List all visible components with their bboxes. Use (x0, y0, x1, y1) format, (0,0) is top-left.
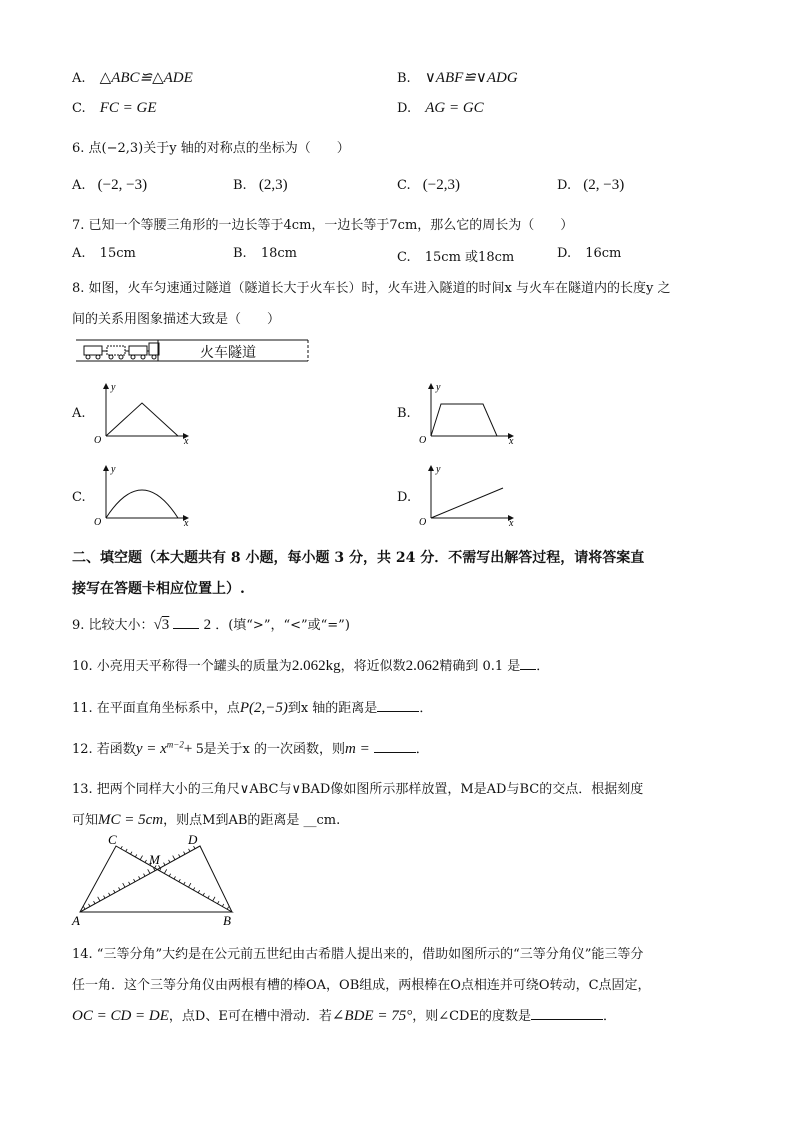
ruler-tick (121, 846, 122, 849)
q6-option-d (557, 177, 624, 194)
ruler-tick (126, 849, 127, 852)
option-text: 15cm 或18cm (424, 250, 515, 265)
q10-text: ，将近似数 (340, 659, 406, 674)
origin-label: O (419, 517, 427, 526)
section-heading-line1: 二、填空题（本大题共有 8 小题，每小题 3 分，共 24 分．不需写出解答过程，请将答案直 (72, 550, 645, 566)
ruler-tick (184, 882, 185, 885)
ruler-tick (129, 882, 130, 885)
ruler-tick (104, 896, 105, 899)
origin-label: O (94, 517, 102, 526)
answer-blank[interactable] (520, 657, 536, 670)
q14-line1: 14. “三等分角”大约是在公元前五世纪由古希腊人提出来的，借助如图所示的“三等分角仪”能三等分 (72, 947, 644, 962)
axis-x-label: x (184, 436, 189, 444)
option-text: ∨ABF≌∨ADG (424, 70, 518, 86)
label-c: C (108, 832, 117, 847)
q10 (72, 655, 549, 675)
ruler-tick (109, 893, 110, 896)
option-label: B. (397, 71, 411, 86)
option-text: 16cm (585, 246, 622, 261)
axis-x-label: x (509, 436, 514, 444)
q11-end: ． (419, 701, 433, 716)
answer-blank[interactable] (377, 699, 419, 712)
q5-option-d (397, 100, 484, 117)
ruler-tick (169, 860, 170, 863)
q11-text: 到x 轴的距离是 (287, 701, 378, 716)
q7-stem: 7. 已知一个等腰三角形的一边长等于4cm，一边长等于7cm，那么它的周长为（ ） (72, 218, 574, 233)
train-tunnel-figure (72, 336, 312, 366)
q5-option-c (72, 100, 157, 117)
graph-c (88, 462, 198, 526)
q9-suffix: ．(填“>”，“<”或“=”) (215, 618, 350, 633)
ruler-tick (169, 874, 170, 877)
q8-option-a-label: A. (72, 406, 86, 421)
ruler-tick (173, 856, 175, 860)
q5-option-a (72, 68, 193, 87)
q7-option-c (397, 246, 514, 265)
q8-option-d-label: D. (397, 490, 412, 505)
q12-text: 是关于x 的一次函数，则 (203, 742, 346, 757)
ruler-tick (94, 901, 95, 904)
option-label: D. (397, 101, 412, 116)
option-label: A. (72, 246, 86, 261)
ruler-tick (145, 860, 146, 863)
q9-prefix: 9. 比较大小： (72, 618, 154, 633)
ruler-tick (179, 879, 180, 882)
ruler-tick (139, 876, 140, 879)
ruler-tick (164, 869, 166, 873)
option-text: (−2, −3) (97, 177, 148, 193)
axis-y-label: y (111, 382, 116, 393)
ruler-tick (198, 890, 199, 893)
option-label: A. (72, 71, 86, 86)
answer-blank[interactable] (173, 616, 199, 629)
ruler-tick (193, 887, 194, 890)
q13-line1: 13. 把两个同样大小的三角尺∨ABC与∨BAD像如图所示那样放置，M是AD与BC的交点．根据刻度 (72, 782, 644, 797)
ruler-tick (184, 852, 185, 855)
tunnel-label: 火车隧道 (200, 345, 256, 361)
q10-mass: 2.062kg (291, 658, 341, 674)
ruler-tick (84, 907, 85, 910)
axis-x-label: x (184, 518, 189, 526)
q13-line2 (72, 809, 340, 829)
q5-option-b (397, 68, 518, 87)
option-text: 15cm (99, 246, 136, 261)
q7-option-a (72, 246, 136, 261)
q14-end: ． (602, 1009, 616, 1024)
q6-option-b (233, 177, 288, 194)
axis-y-label: y (436, 464, 441, 475)
axis-y-label: y (111, 464, 116, 475)
q9 (72, 614, 350, 634)
q14-line3 (72, 1005, 616, 1025)
ruler-tick (123, 883, 125, 887)
sqrt-argument: 3 (161, 617, 170, 633)
q8-stem-line2: 间的关系用图象描述大致是（ ） (72, 312, 281, 327)
q12-function: y = x (135, 741, 167, 757)
q14-equation: OC = CD = DE (72, 1008, 169, 1024)
q8-stem-line1: 8. 如图，火车匀速通过隧道（隧道长大于火车长）时，火车进入隧道的时间x 与火车在隧道内的长度y 之 (72, 281, 671, 296)
ruler-tick (164, 863, 165, 866)
ruler-tick (174, 876, 175, 879)
ruler-tick (179, 854, 180, 857)
q11-point: P(2,−5) (239, 700, 288, 716)
q14-text: ，点D、E可在槽中滑动．若 (168, 1009, 332, 1024)
q7-option-d (557, 246, 621, 261)
q10-text: 10. 小亮用天平称得一个罐头的质量为 (72, 659, 292, 674)
q12-end: ． (415, 742, 429, 757)
ruler-tick (222, 904, 223, 907)
train-icon (84, 343, 159, 359)
q10-number: 2.062 (405, 658, 440, 674)
q12-m-equals: m = (345, 741, 370, 757)
option-text: (2, −3) (583, 177, 625, 193)
q12-function-rest: + 5 (183, 741, 204, 757)
label-m: M (149, 852, 160, 867)
q14-line2: 任一角．这个三等分角仪由两根有槽的棒OA，OB组成，两根棒在O点相连并可绕O转动，C点固定， (72, 978, 651, 993)
origin-label: O (419, 435, 427, 444)
graph-d (413, 462, 523, 526)
ruler-tick (119, 887, 120, 890)
option-label: A. (72, 178, 86, 193)
section-heading-line2: 接写在答题卡相应位置上）. (72, 581, 245, 597)
option-text: FC = GE (99, 100, 157, 116)
ruler-tick (135, 854, 136, 857)
q9-compare-value: 2 (203, 617, 212, 633)
q10-text: 精确到 0.1 是 (439, 659, 521, 674)
q12-exponent: m−2 (166, 739, 184, 750)
ruler-tick (208, 896, 209, 899)
sqrt-expression: √3 (153, 617, 170, 633)
triangle-rulers-figure (70, 832, 245, 927)
option-text: AG = GC (425, 100, 484, 116)
label-d: D (188, 832, 198, 847)
ruler-tick (227, 907, 228, 910)
q12-text: 12. 若函数 (72, 742, 136, 757)
ruler-tick (148, 869, 150, 873)
q14-angle: ∠BDE = 75° (331, 1008, 413, 1024)
axis-x-label: x (509, 518, 514, 526)
graph-b (413, 380, 523, 444)
q6-stem: 6. 点(−2,3)关于y 轴的对称点的坐标为（ ） (72, 141, 350, 156)
ruler-tick (189, 849, 190, 852)
ruler-tick (213, 897, 215, 901)
option-label: C. (397, 178, 411, 193)
q8-option-b-label: B. (397, 406, 411, 421)
q6-option-a (72, 177, 147, 194)
ruler-tick (89, 904, 90, 907)
q12 (72, 738, 429, 758)
option-label: D. (557, 246, 572, 261)
q11-text: 11. 在平面直角坐标系中，点 (72, 701, 240, 716)
label-a: A (72, 913, 80, 927)
graph-a (88, 380, 198, 444)
ruler-tick (203, 893, 204, 896)
ruler-tick (114, 890, 115, 893)
q7-option-b (233, 246, 297, 261)
option-label: C. (397, 250, 411, 265)
option-text: (−2,3) (422, 177, 460, 193)
option-text: △ABC≌△ADE (99, 70, 193, 86)
option-label: D. (557, 178, 572, 193)
axis-y-label: y (436, 382, 441, 393)
option-label: B. (233, 178, 247, 193)
option-text: (2,3) (258, 177, 288, 193)
ruler-tick (218, 901, 219, 904)
ruler-tick (134, 879, 135, 882)
origin-label: O (94, 435, 102, 444)
ruler-tick (189, 883, 191, 887)
q13-mc: MC = 5cm (98, 812, 164, 828)
q11 (72, 697, 432, 717)
ruler-tick (140, 856, 142, 860)
q13-text: 可知 (72, 813, 99, 828)
label-b: B (223, 913, 231, 927)
q14-text: ，则∠CDE的度数是 (412, 1009, 531, 1024)
q13-text: ，则点M到AB的距离是 __cm. (163, 813, 341, 828)
q8-option-c-label: C. (72, 490, 86, 505)
option-text: 18cm (260, 246, 297, 261)
answer-blank[interactable] (374, 740, 416, 753)
ruler-tick (144, 874, 145, 877)
option-label: B. (233, 246, 247, 261)
option-label: C. (72, 101, 86, 116)
answer-blank[interactable] (531, 1007, 603, 1020)
q6-option-c (397, 177, 460, 194)
q10-end: ． (536, 659, 550, 674)
ruler-tick (98, 897, 100, 901)
ruler-tick (131, 852, 132, 855)
